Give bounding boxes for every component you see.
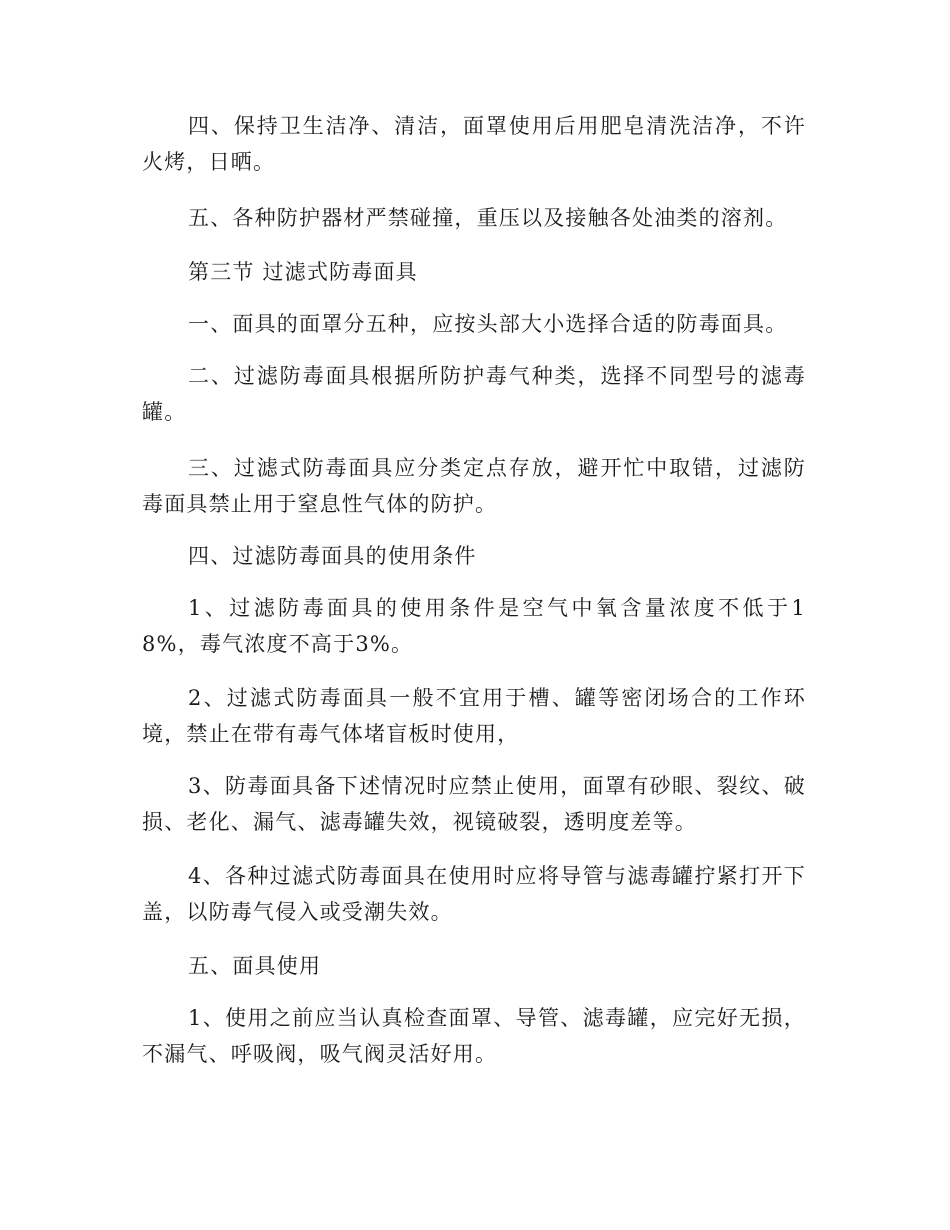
paragraph-mask-sizes: 一、面具的面罩分五种，应按头部大小选择合适的防毒面具。 bbox=[188, 312, 788, 336]
paragraph-storage: 三、过滤式防毒面具应分类定点存放，避开忙中取错，过滤防毒面具禁止用于窒息性气体的防护。 bbox=[142, 456, 806, 516]
paragraph-hygiene: 四、保持卫生洁净、清洁，面罩使用后用肥皂清洗洁净，不许火烤，日晒。 bbox=[142, 114, 806, 174]
subheading-usage-conditions: 四、过滤防毒面具的使用条件 bbox=[188, 544, 477, 568]
section-heading-filter-mask: 第三节 过滤式防毒面具 bbox=[188, 260, 418, 284]
paragraph-canister-selection: 二、过滤防毒面具根据所防护毒气种类，选择不同型号的滤毒罐。 bbox=[142, 364, 806, 424]
subheading-mask-use: 五、面具使用 bbox=[188, 954, 322, 978]
paragraph-equipment-handling: 五、各种防护器材严禁碰撞，重压以及接触各处油类的溶剂。 bbox=[188, 206, 788, 230]
paragraph-condition-2: 2、过滤式防毒面具一般不宜用于槽、罐等密闭场合的工作环境，禁止在带有毒气体堵盲板时使用， bbox=[142, 686, 806, 746]
paragraph-use-1: 1、使用之前应当认真检查面罩、导管、滤毒罐，应完好无损，不漏气、呼吸阀，吸气阀灵活好用。 bbox=[142, 1006, 806, 1066]
paragraph-condition-1: 1、过滤防毒面具的使用条件是空气中氧含量浓度不低于18%，毒气浓度不高于3%。 bbox=[142, 596, 806, 656]
paragraph-condition-4: 4、各种过滤式防毒面具在使用时应将导管与滤毒罐拧紧打开下盖，以防毒气侵入或受潮失效。 bbox=[142, 864, 806, 924]
paragraph-condition-3: 3、防毒面具备下述情况时应禁止使用，面罩有砂眼、裂纹、破损、老化、漏气、滤毒罐失效，视镜破裂，透明度差等。 bbox=[142, 774, 806, 834]
